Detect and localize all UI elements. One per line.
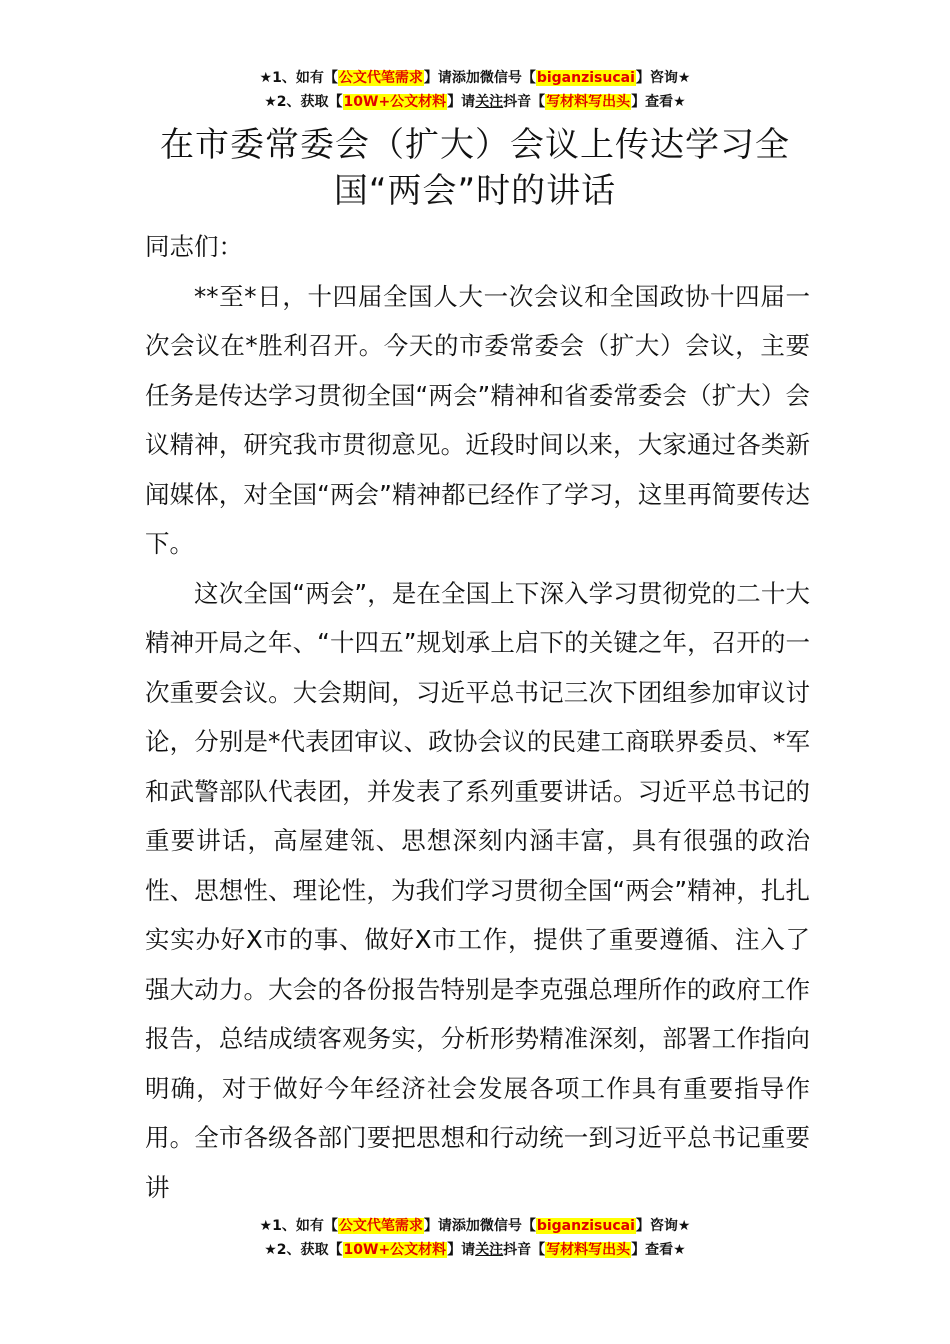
highlight-douyin-id: 写材料写出头 <box>546 94 631 110</box>
highlight-wechat-id: biganzisucai <box>536 70 635 86</box>
highlight-wechat-id: biganzisucai <box>536 1218 635 1234</box>
highlight-materials: 10W+公文材料 <box>343 94 447 110</box>
footer-banner <box>0 1214 950 1262</box>
document-body <box>145 222 810 1212</box>
banner-line-1: ★1、如有【公文代笔需求】请添加微信号【biganzisucai】咨询★ <box>259 1218 691 1234</box>
banner-line-2: ★2、获取【10W+公文材料】请关注抖音【写材料写出头】查看★ <box>264 1242 686 1258</box>
header-banner <box>0 66 950 114</box>
banner-line-2: ★2、获取【10W+公文材料】请关注抖音【写材料写出头】查看★ <box>264 94 686 110</box>
document-title: 在市委常委会（扩大）会议上传达学习全国“两会”时的讲话 <box>160 125 790 211</box>
highlight-service: 公文代笔需求 <box>338 70 423 86</box>
banner-line-1: ★1、如有【公文代笔需求】请添加微信号【biganzisucai】咨询★ <box>259 70 691 86</box>
highlight-douyin-id: 写材料写出头 <box>546 1242 631 1258</box>
salutation: 同志们： <box>145 232 243 261</box>
highlight-materials: 10W+公文材料 <box>343 1242 447 1258</box>
paragraph-2: 这次全国“两会”，是在全国上下深入学习贯彻党的二十大精神开局之年、“十四五”规划承上启下的关键之年，召开的一次重要会议。大会期间，习近平总书记三次下团组参加审议讨论，分别是*代表团审议、政协会议的民建工商联界委员、*军和武警部队代表团，并发表了系列重要讲话。习近平总书记的重要讲话，高屋建瓴、思想深刻内涵丰富，具有很强的政治性、思想性、理论性，为我们学习贯彻全国“两会”精神，扎扎实实办好X市的事、做好X市工作，提供了重要遵循、注入了强大动力。大会的各份报告特别是李克强总理所作的政府工作报告，总结成绩客观务实，分析形势精准深刻，部署工作指向明确，对于做好今年经济社会发展各项工作具有重要指导作用。全市各级各部门要把思想和行动统一到习近平总书记重要讲 <box>145 578 810 1202</box>
paragraph-1: **至*日，十四届全国人大一次会议和全国政协十四届一次会议在*胜利召开。今天的市委常委会（扩大）会议，主要任务是传达学习贯彻全国“两会”精神和省委常委会（扩大）会议精神，研究我市贯彻意见。近段时间以来，大家通过各类新闻媒体，对全国“两会”精神都已经作了学习，这里再简要传达下。 <box>145 281 810 558</box>
highlight-service: 公文代笔需求 <box>338 1218 423 1234</box>
